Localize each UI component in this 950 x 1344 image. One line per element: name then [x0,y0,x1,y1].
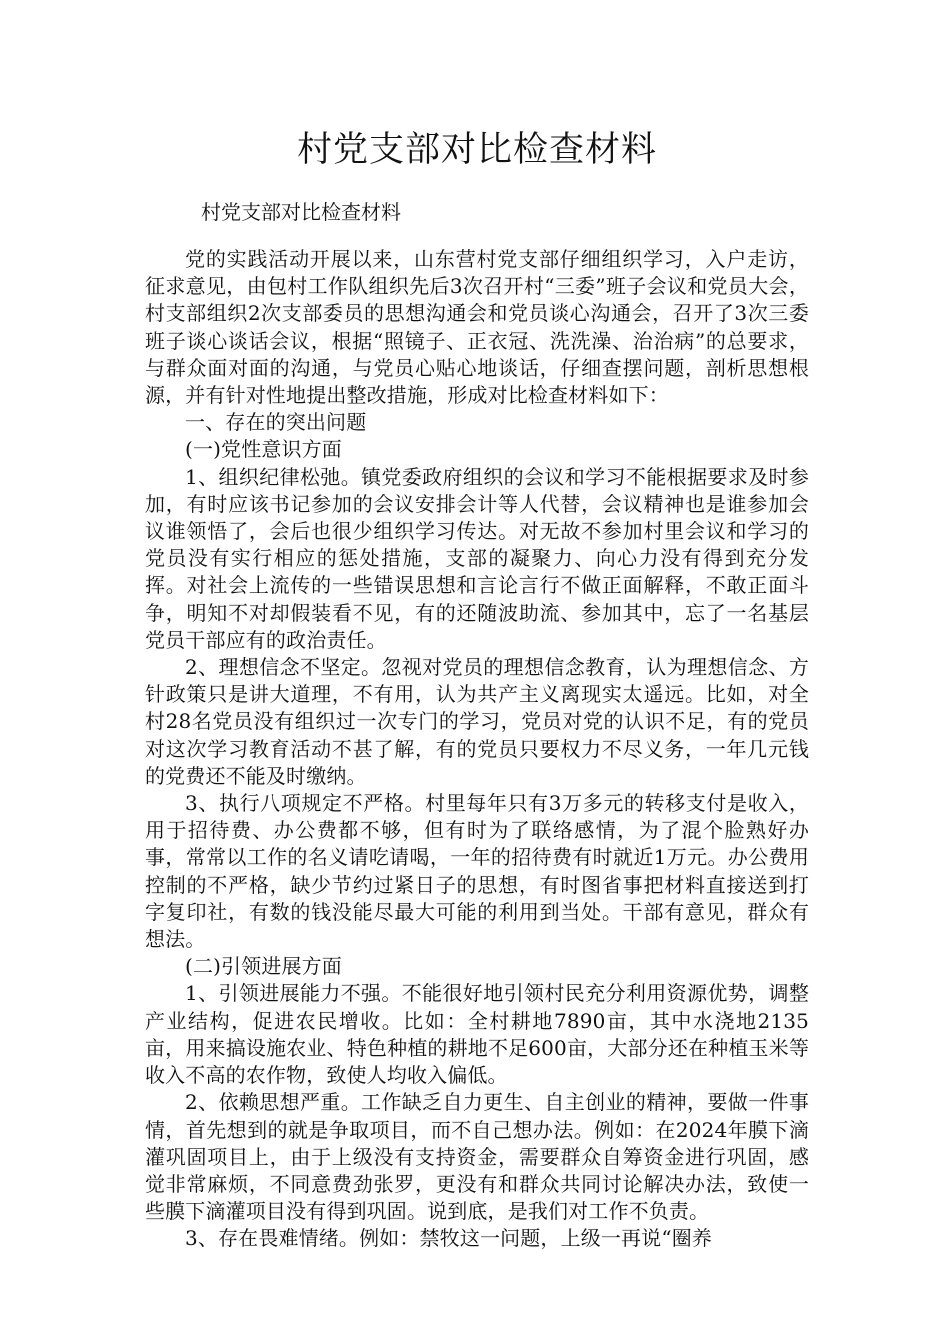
paragraph-dependence: 2、依赖思想严重。工作缺乏自力更生、自主创业的精神，要做一件事情，首先想到的就是争取项目，而不自己想办法。例如：在2024年膜下滴灌巩固项目上，由于上级没有支持资金，需要群众自筹资金进行巩固，感觉非常麻烦，不同意费劲张罗，更没有和群众共同讨论解决办法，致使一些膜下滴灌项目没有得到巩固。说到底，是我们对工作不负责。 [145,1090,809,1224]
paragraph-discipline: 1、组织纪律松弛。镇党委政府组织的会议和学习不能根据要求及时参加，有时应该书记参加的会议安排会计等人代替，会议精神也是谁参加会议谁领悟了，会后也很少组织学习传达。对无故不参加村里会议和学习的党员没有实行相应的惩处措施，支部的凝聚力、向心力没有得到充分发挥。对社会上流传的一些错误思想和言论言行不做正面解释，不敢正面斗争，明知不对却假装看不见，有的还随波助流、参加其中，忘了一名基层党员干部应有的政治责任。 [145,464,809,652]
paragraph-leadership-ability: 1、引领进展能力不强。不能很好地引领村民充分利用资源优势，调整产业结构，促进农民增收。比如：全村耕地7890亩，其中水浇地2135亩，用来搞设施农业、特色种植的耕地不足600亩，大部分还在种植玉米等收入不高的农作物，致使人均收入偏低。 [145,981,809,1088]
paragraph-fear-of-difficulty: 3、存在畏难情绪。例如：禁牧这一问题，上级一再说“圈养 [185,1226,712,1251]
subsection-heading-leadership: (二)引领进展方面 [185,954,342,979]
subsection-heading-party-awareness: (一)党性意识方面 [185,437,342,462]
paragraph-ideals: 2、理想信念不坚定。忽视对党员的理想信念教育，认为理想信念、方针政策只是讲大道理，不有用，认为共产主义离现实太遥远。比如，对全村28名党员没有组织过一次专门的学习，党员对党的认识不足，有的党员对这次学习教育活动不甚了解，有的党员只要权力不尽义务，一年几元钱的党费还不能及时缴纳。 [145,655,809,788]
paragraph-eight-rules: 3、执行八项规定不严格。村里每年只有3万多元的转移支付是收入，用于招待费、办公费都不够，但有时为了联络感情，为了混个脸熟好办事，常常以工作的名义请吃请喝，一年的招待费有时就近1万元。办公费用控制的不严格，缺少节约过紧日子的思想，有时图省事把材料直接送到打字复印社，有数的钱没能尽最大可能的利用到当处。干部有意见，群众有想法。 [145,791,809,952]
paragraph-intro: 党的实践活动开展以来，山东营村党支部仔细组织学习，入户走访，征求意见，由包村工作队组织先后3次召开村“三委”班子会议和党员大会，村支部组织2次支部委员的思想沟通会和党员谈心沟通会，召开了3次三委班子谈心谈话会议，根据“照镜子、正衣冠、洗洗澡、治治病”的总要求，与群众面对面的沟通，与党员心贴心地谈话，仔细查摆问题，剖析思想根源，并有针对性地提出整改措施，形成对比检查材料如下： [145,247,809,408]
document-title: 村党支部对比检查材料 [296,130,657,170]
document-subtitle: 村党支部对比检查材料 [201,200,401,224]
section-heading-problems: 一、存在的突出问题 [185,410,367,435]
document-body [145,246,809,1253]
